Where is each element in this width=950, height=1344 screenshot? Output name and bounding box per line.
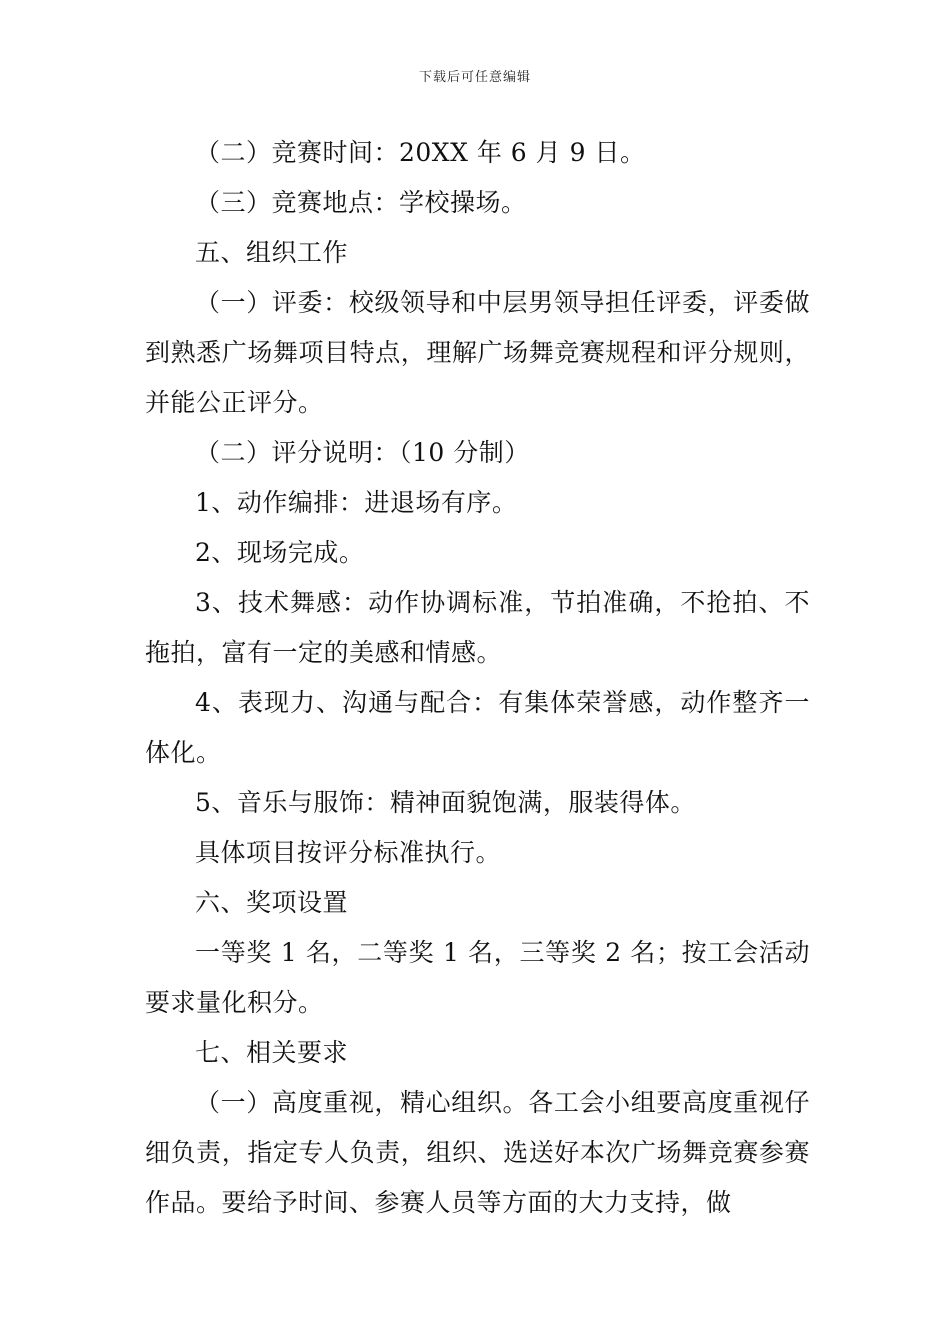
list-item-technique: 3、技术舞感：动作协调标准，节拍准确，不抢拍、不拖拍，富有一定的美感和情感。 bbox=[145, 588, 810, 667]
section-heading-organization: 五、组织工作 bbox=[195, 238, 349, 267]
list-item-music-costume: 5、音乐与服饰：精神面貌饱满，服装得体。 bbox=[195, 788, 696, 817]
paragraph-judges: （一）评委：校级领导和中层男领导担任评委，评委做到熟悉广场舞项目特点，理解广场舞竞赛规程和评分规则，并能公正评分。 bbox=[145, 288, 810, 417]
list-item-expression: 4、表现力、沟通与配合：有集体荣誉感，动作整齐一体化。 bbox=[145, 688, 810, 767]
paragraph-scoring-standard: 具体项目按评分标准执行。 bbox=[195, 838, 502, 867]
paragraph-competition-venue: （三）竞赛地点：学校操场。 bbox=[195, 188, 527, 217]
paragraph-requirement-1: （一）高度重视，精心组织。各工会小组要高度重视仔细负责，指定专人负责，组织、选送好本次广场舞竞赛参赛作品。要给予时间、参赛人员等方面的大力支持，做 bbox=[145, 1088, 810, 1217]
section-heading-requirements: 七、相关要求 bbox=[195, 1038, 349, 1067]
section-heading-awards: 六、奖项设置 bbox=[195, 888, 349, 917]
paragraph-competition-time: （二）竞赛时间：20XX 年 6 月 9 日。 bbox=[195, 138, 646, 167]
paragraph-awards: 一等奖 1 名，二等奖 1 名，三等奖 2 名；按工会活动要求量化积分。 bbox=[145, 938, 810, 1017]
page-header-note: 下载后可任意编辑 bbox=[418, 70, 531, 85]
list-item-choreography: 1、动作编排：进退场有序。 bbox=[195, 488, 518, 517]
document-body bbox=[145, 128, 810, 1228]
list-item-live-performance: 2、现场完成。 bbox=[195, 538, 365, 567]
paragraph-scoring-description: （二）评分说明：（10 分制） bbox=[195, 438, 530, 467]
